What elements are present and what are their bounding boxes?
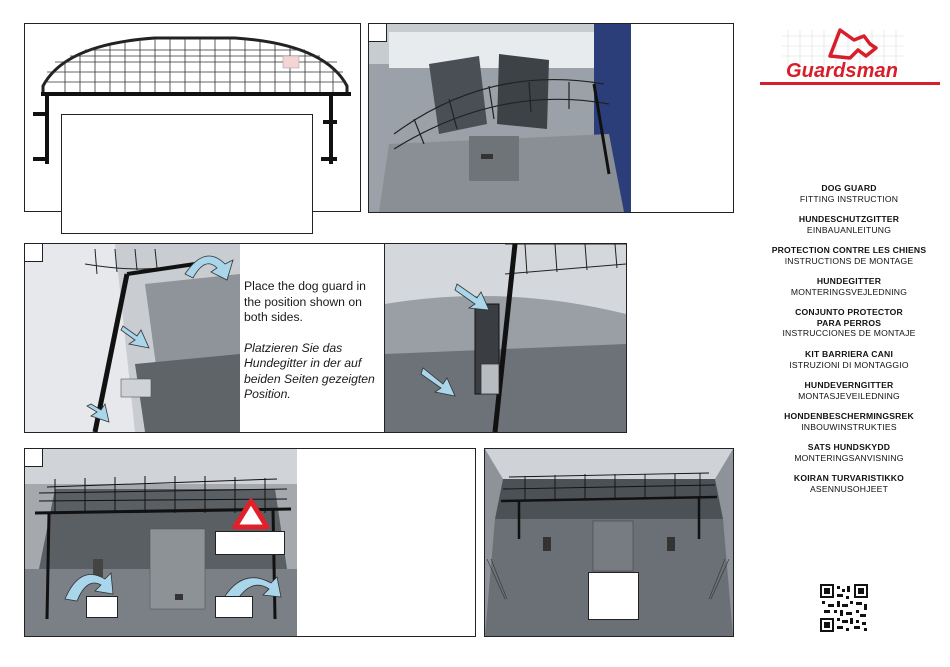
step-3-instructions <box>244 279 379 418</box>
step-5-label-box <box>588 572 639 620</box>
language-subtitle: MONTERINGSANVISNING <box>794 452 904 463</box>
language-entry <box>758 276 940 297</box>
language-entry <box>758 349 940 370</box>
language-entry <box>758 473 940 494</box>
car-interior-photo <box>369 24 631 212</box>
language-subtitle: INSTRUCTIONS DE MONTAGE <box>784 255 914 266</box>
language-entry <box>758 411 940 432</box>
language-title: CONJUNTO PROTECTOR PARA PERROS <box>795 307 903 328</box>
language-title: HONDENBESCHERMINGSREK <box>784 411 914 421</box>
instruction-german: Platzieren Sie das Hundegitter in der auf beiden Seiten gezeigten Position. <box>244 340 375 401</box>
left-label-box <box>86 596 118 618</box>
step-3b-panel <box>384 243 627 433</box>
language-subtitle: ISTRUZIONI DI MONTAGGIO <box>789 359 909 370</box>
language-entry <box>758 328 940 339</box>
language-title: HUNDESCHUTZGITTER <box>798 214 900 224</box>
language-entry <box>790 307 908 328</box>
seat-hinge-photo <box>25 244 240 432</box>
language-title: HUNDEVERNGITTER <box>804 380 894 390</box>
language-subtitle: MONTASJEVEILEDNING <box>798 390 900 401</box>
language-subtitle: MONTERINGSVEJLEDNING <box>790 286 908 297</box>
step-2-panel <box>368 23 734 213</box>
language-entry <box>758 245 940 266</box>
step-3-panel <box>24 243 385 433</box>
step-1-text-box <box>61 114 313 234</box>
guard-leg-photo <box>385 244 626 432</box>
qr-code-icon <box>820 584 868 632</box>
language-entry <box>758 442 940 463</box>
language-title: SATS HUNDSKYDD <box>807 442 891 452</box>
language-subtitle: FITTING INSTRUCTION <box>799 193 899 204</box>
right-label-box <box>215 596 253 618</box>
language-subtitle: EINBAUANLEITUNG <box>806 224 892 235</box>
language-subtitle: ASENNUSOHJEET <box>809 483 889 494</box>
language-subtitle: INSTRUCCIONES DE MONTAJE <box>782 328 916 338</box>
language-title: DOG GUARD <box>821 183 877 193</box>
guardsman-logo <box>758 22 940 92</box>
language-entry <box>758 214 940 235</box>
language-title: PROTECTION CONTRE LES CHIENS <box>771 245 927 255</box>
language-entry <box>758 380 940 401</box>
brand-name: Guardsman <box>786 60 898 82</box>
warning-label-box <box>215 531 285 555</box>
language-title: HUNDEGITTER <box>816 276 882 286</box>
language-title: KIT BARRIERA CANI <box>804 349 894 359</box>
language-title: KOIRAN TURVARISTIKKO <box>793 473 905 483</box>
instruction-english: Place the dog guard in the position shown on both sides. <box>244 279 366 324</box>
language-subtitle: INBOUWINSTRUKTIES <box>801 421 897 432</box>
step-4-badge <box>25 449 43 467</box>
step-2-badge <box>369 24 387 42</box>
language-entry <box>758 183 940 204</box>
step-3-badge <box>25 244 43 262</box>
